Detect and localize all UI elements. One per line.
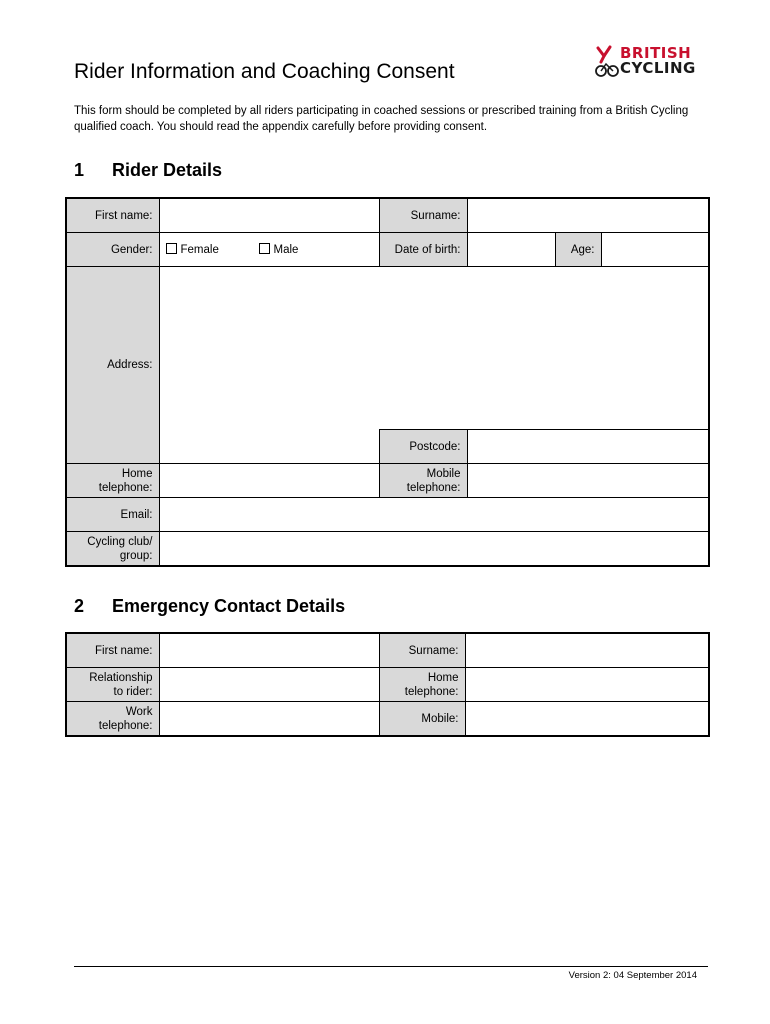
relationship-label-line1: Relationship — [89, 671, 153, 684]
work-telephone-field[interactable] — [159, 702, 379, 737]
dob-label: Date of birth: — [379, 233, 467, 267]
section-2-number: 2 — [74, 596, 85, 616]
age-label: Age: — [555, 233, 601, 267]
rider-details-table — [65, 197, 710, 567]
dob-field[interactable] — [467, 233, 555, 267]
mobile-telephone-field[interactable] — [467, 464, 709, 498]
address-field-continued[interactable] — [159, 430, 379, 464]
work-telephone-label-line2: telephone: — [98, 719, 153, 732]
cycling-club-field[interactable] — [159, 532, 709, 567]
version-footer: Version 2: 04 September 2014 — [568, 970, 697, 981]
british-cycling-logo — [594, 44, 710, 80]
home-telephone-field[interactable] — [159, 464, 379, 498]
female-label: Female — [180, 244, 219, 256]
female-checkbox[interactable] — [166, 243, 177, 254]
page-title: Rider Information and Coaching Consent — [74, 60, 455, 83]
emergency-surname-field[interactable] — [465, 633, 709, 668]
relationship-label — [66, 668, 159, 702]
address-field[interactable] — [159, 267, 709, 430]
work-telephone-label-line1: Work — [125, 705, 153, 718]
surname-label: Surname: — [379, 198, 467, 233]
cycling-club-label — [66, 532, 159, 567]
cycling-club-label-line2: group: — [119, 549, 153, 562]
mobile-telephone-label — [379, 464, 467, 498]
email-label: Email: — [66, 498, 159, 532]
emergency-home-telephone-label-line2: telephone: — [404, 685, 459, 698]
intro-text: This form should be completed by all riders participating in coached sessions or prescribed training from a British Cycling qualified coach. You should read the appendix carefully before providing consent. — [74, 105, 689, 133]
gender-options — [159, 233, 379, 267]
mobile-telephone-label-line2: telephone: — [406, 481, 461, 494]
emergency-surname-label: Surname: — [379, 633, 465, 668]
footer-divider — [74, 966, 708, 967]
emergency-home-telephone-label — [379, 668, 465, 702]
postcode-label: Postcode: — [379, 430, 467, 464]
section-2-heading — [74, 596, 345, 617]
home-telephone-label — [66, 464, 159, 498]
cycling-club-label-line1: Cycling club/ — [87, 535, 153, 548]
logo-text-cycling: CYCLING — [620, 59, 696, 77]
emergency-mobile-label: Mobile: — [379, 702, 465, 737]
section-1-number: 1 — [74, 160, 85, 180]
address-label: Address: — [66, 267, 159, 464]
emergency-contact-table — [65, 632, 710, 737]
relationship-label-line2: to rider: — [113, 685, 153, 698]
first-name-label: First name: — [66, 198, 159, 233]
postcode-field[interactable] — [467, 430, 709, 464]
cyclist-icon — [594, 44, 620, 80]
age-field[interactable] — [601, 233, 709, 267]
female-option[interactable] — [166, 243, 259, 256]
section-1-heading — [74, 160, 222, 181]
home-telephone-label-line2: telephone: — [98, 481, 153, 494]
male-label: Male — [273, 244, 299, 256]
emergency-first-name-field[interactable] — [159, 633, 379, 668]
surname-field[interactable] — [467, 198, 709, 233]
logo-text-british: BRITISH — [620, 44, 692, 62]
section-2-title: Emergency Contact Details — [112, 596, 346, 616]
emergency-home-telephone-label-line1: Home — [427, 671, 459, 684]
male-option[interactable] — [259, 244, 299, 256]
gender-label: Gender: — [66, 233, 159, 267]
emergency-first-name-label: First name: — [66, 633, 159, 668]
male-checkbox[interactable] — [259, 243, 270, 254]
emergency-home-telephone-field[interactable] — [465, 668, 709, 702]
section-1-title: Rider Details — [112, 160, 223, 180]
relationship-field[interactable] — [159, 668, 379, 702]
emergency-mobile-field[interactable] — [465, 702, 709, 737]
first-name-field[interactable] — [159, 198, 379, 233]
email-field[interactable] — [159, 498, 709, 532]
mobile-telephone-label-line1: Mobile — [426, 467, 461, 480]
home-telephone-label-line1: Home — [121, 467, 153, 480]
work-telephone-label — [66, 702, 159, 737]
